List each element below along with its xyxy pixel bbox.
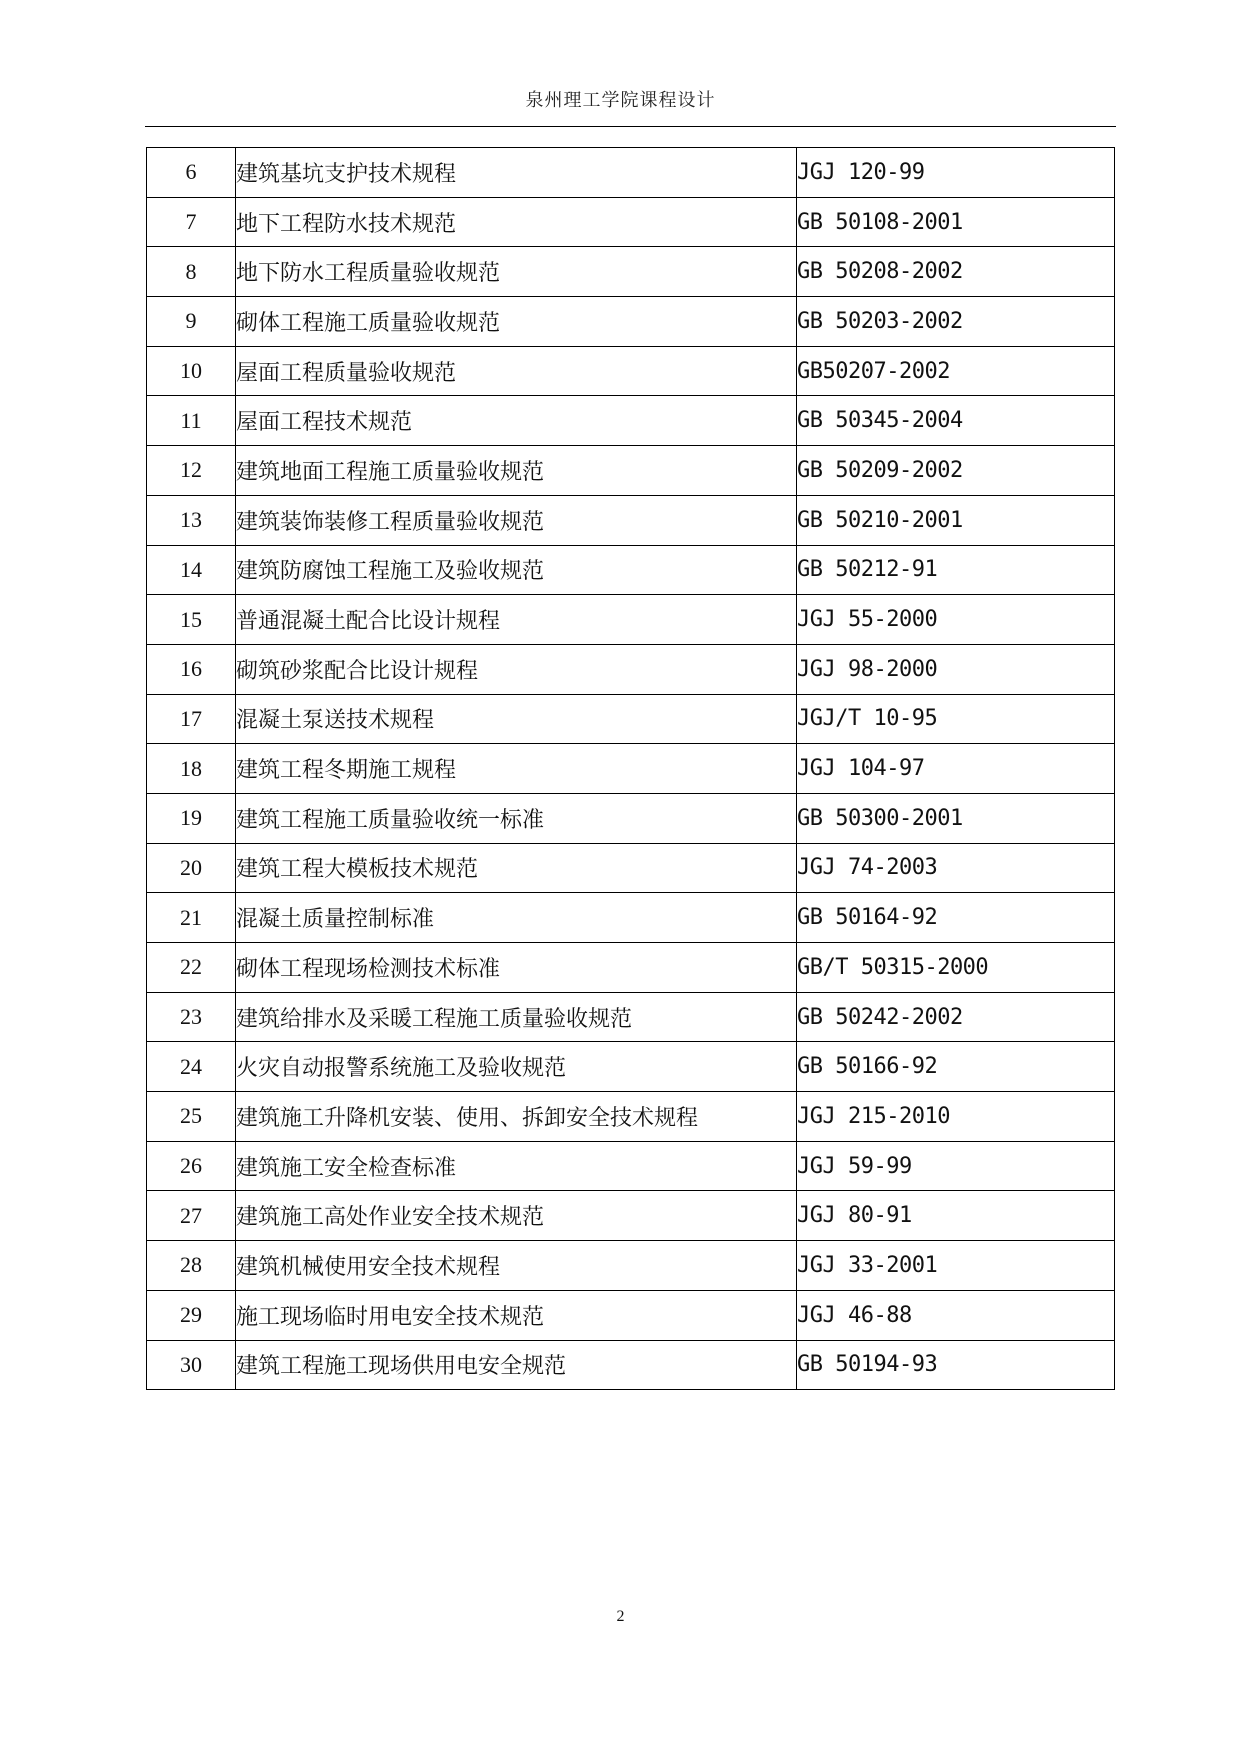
standard-code-cell: JGJ 74-2003	[797, 843, 1115, 893]
standard-name-cell: 普通混凝土配合比设计规程	[236, 595, 797, 645]
standard-name-cell: 建筑机械使用安全技术规程	[236, 1241, 797, 1291]
row-number-cell: 9	[147, 297, 236, 347]
row-number-cell: 10	[147, 346, 236, 396]
standard-code-cell: JGJ 80-91	[797, 1191, 1115, 1241]
page-header-title: 泉州理工学院课程设计	[525, 90, 716, 111]
standard-code-cell: GB 50166-92	[797, 1042, 1115, 1092]
standard-code-cell: GB 50212-91	[797, 545, 1115, 595]
standard-name-cell: 地下防水工程质量验收规范	[236, 247, 797, 297]
standard-name-cell: 建筑工程冬期施工规程	[236, 744, 797, 794]
standard-name-cell: 建筑防腐蚀工程施工及验收规范	[236, 545, 797, 595]
table-row	[147, 992, 1115, 1042]
standard-code-cell: GB/T 50315-2000	[797, 943, 1115, 993]
table-row	[147, 495, 1115, 545]
table-row	[147, 1092, 1115, 1142]
standard-name-cell: 火灾自动报警系统施工及验收规范	[236, 1042, 797, 1092]
standards-table-body	[147, 148, 1115, 1390]
row-number-cell: 23	[147, 992, 236, 1042]
row-number-cell: 7	[147, 197, 236, 247]
table-row	[147, 1290, 1115, 1340]
header-divider	[145, 126, 1116, 127]
table-row	[147, 843, 1115, 893]
standard-code-cell: GB 50345-2004	[797, 396, 1115, 446]
row-number-cell: 17	[147, 694, 236, 744]
row-number-cell: 22	[147, 943, 236, 993]
row-number-cell: 6	[147, 148, 236, 198]
standard-code-cell: JGJ 104-97	[797, 744, 1115, 794]
standard-code-cell: GB 50210-2001	[797, 495, 1115, 545]
row-number-cell: 12	[147, 446, 236, 496]
table-row	[147, 297, 1115, 347]
row-number-cell: 24	[147, 1042, 236, 1092]
standard-name-cell: 砌体工程现场检测技术标准	[236, 943, 797, 993]
table-row	[147, 396, 1115, 446]
page-number: 2	[616, 1608, 625, 1625]
table-row	[147, 148, 1115, 198]
table-row	[147, 1141, 1115, 1191]
standard-name-cell: 混凝土泵送技术规程	[236, 694, 797, 744]
table-row	[147, 197, 1115, 247]
table-row	[147, 793, 1115, 843]
row-number-cell: 19	[147, 793, 236, 843]
table-row	[147, 595, 1115, 645]
standard-code-cell: JGJ 120-99	[797, 148, 1115, 198]
row-number-cell: 25	[147, 1092, 236, 1142]
standard-name-cell: 建筑工程施工质量验收统一标准	[236, 793, 797, 843]
standard-code-cell: GB 50209-2002	[797, 446, 1115, 496]
standard-code-cell: JGJ 98-2000	[797, 644, 1115, 694]
standard-code-cell: JGJ 215-2010	[797, 1092, 1115, 1142]
standard-code-cell: JGJ 55-2000	[797, 595, 1115, 645]
row-number-cell: 13	[147, 495, 236, 545]
standard-code-cell: JGJ/T 10-95	[797, 694, 1115, 744]
standard-name-cell: 建筑基坑支护技术规程	[236, 148, 797, 198]
table-row	[147, 545, 1115, 595]
standard-code-cell: JGJ 33-2001	[797, 1241, 1115, 1291]
row-number-cell: 16	[147, 644, 236, 694]
row-number-cell: 18	[147, 744, 236, 794]
row-number-cell: 20	[147, 843, 236, 893]
standard-name-cell: 施工现场临时用电安全技术规范	[236, 1290, 797, 1340]
standard-code-cell: GB 50208-2002	[797, 247, 1115, 297]
table-row	[147, 1042, 1115, 1092]
standard-code-cell: GB 50242-2002	[797, 992, 1115, 1042]
table-row	[147, 1340, 1115, 1390]
standard-name-cell: 建筑装饰装修工程质量验收规范	[236, 495, 797, 545]
table-row	[147, 744, 1115, 794]
standard-name-cell: 屋面工程技术规范	[236, 396, 797, 446]
table-row	[147, 346, 1115, 396]
standard-name-cell: 建筑施工升降机安装、使用、拆卸安全技术规程	[236, 1092, 797, 1142]
standard-code-cell: GB 50300-2001	[797, 793, 1115, 843]
standard-code-cell: GB 50108-2001	[797, 197, 1115, 247]
standards-table	[146, 147, 1115, 1390]
row-number-cell: 14	[147, 545, 236, 595]
row-number-cell: 11	[147, 396, 236, 446]
standard-code-cell: GB 50194-93	[797, 1340, 1115, 1390]
standard-code-cell: JGJ 46-88	[797, 1290, 1115, 1340]
standard-name-cell: 建筑工程施工现场供用电安全规范	[236, 1340, 797, 1390]
standard-code-cell: JGJ 59-99	[797, 1141, 1115, 1191]
standard-code-cell: GB 50164-92	[797, 893, 1115, 943]
standard-name-cell: 混凝土质量控制标准	[236, 893, 797, 943]
row-number-cell: 28	[147, 1241, 236, 1291]
standard-name-cell: 地下工程防水技术规范	[236, 197, 797, 247]
standard-code-cell: GB 50203-2002	[797, 297, 1115, 347]
row-number-cell: 30	[147, 1340, 236, 1390]
row-number-cell: 29	[147, 1290, 236, 1340]
standard-code-cell: GB50207-2002	[797, 346, 1115, 396]
row-number-cell: 26	[147, 1141, 236, 1191]
table-row	[147, 943, 1115, 993]
standard-name-cell: 砌筑砂浆配合比设计规程	[236, 644, 797, 694]
row-number-cell: 21	[147, 893, 236, 943]
table-row	[147, 446, 1115, 496]
row-number-cell: 8	[147, 247, 236, 297]
standard-name-cell: 建筑施工高处作业安全技术规范	[236, 1191, 797, 1241]
table-row	[147, 247, 1115, 297]
table-row	[147, 1241, 1115, 1291]
standard-name-cell: 建筑工程大模板技术规范	[236, 843, 797, 893]
table-row	[147, 1191, 1115, 1241]
table-row	[147, 893, 1115, 943]
standard-name-cell: 建筑地面工程施工质量验收规范	[236, 446, 797, 496]
row-number-cell: 15	[147, 595, 236, 645]
table-row	[147, 644, 1115, 694]
standard-name-cell: 砌体工程施工质量验收规范	[236, 297, 797, 347]
row-number-cell: 27	[147, 1191, 236, 1241]
standard-name-cell: 屋面工程质量验收规范	[236, 346, 797, 396]
table-row	[147, 694, 1115, 744]
standard-name-cell: 建筑施工安全检查标准	[236, 1141, 797, 1191]
standard-name-cell: 建筑给排水及采暖工程施工质量验收规范	[236, 992, 797, 1042]
